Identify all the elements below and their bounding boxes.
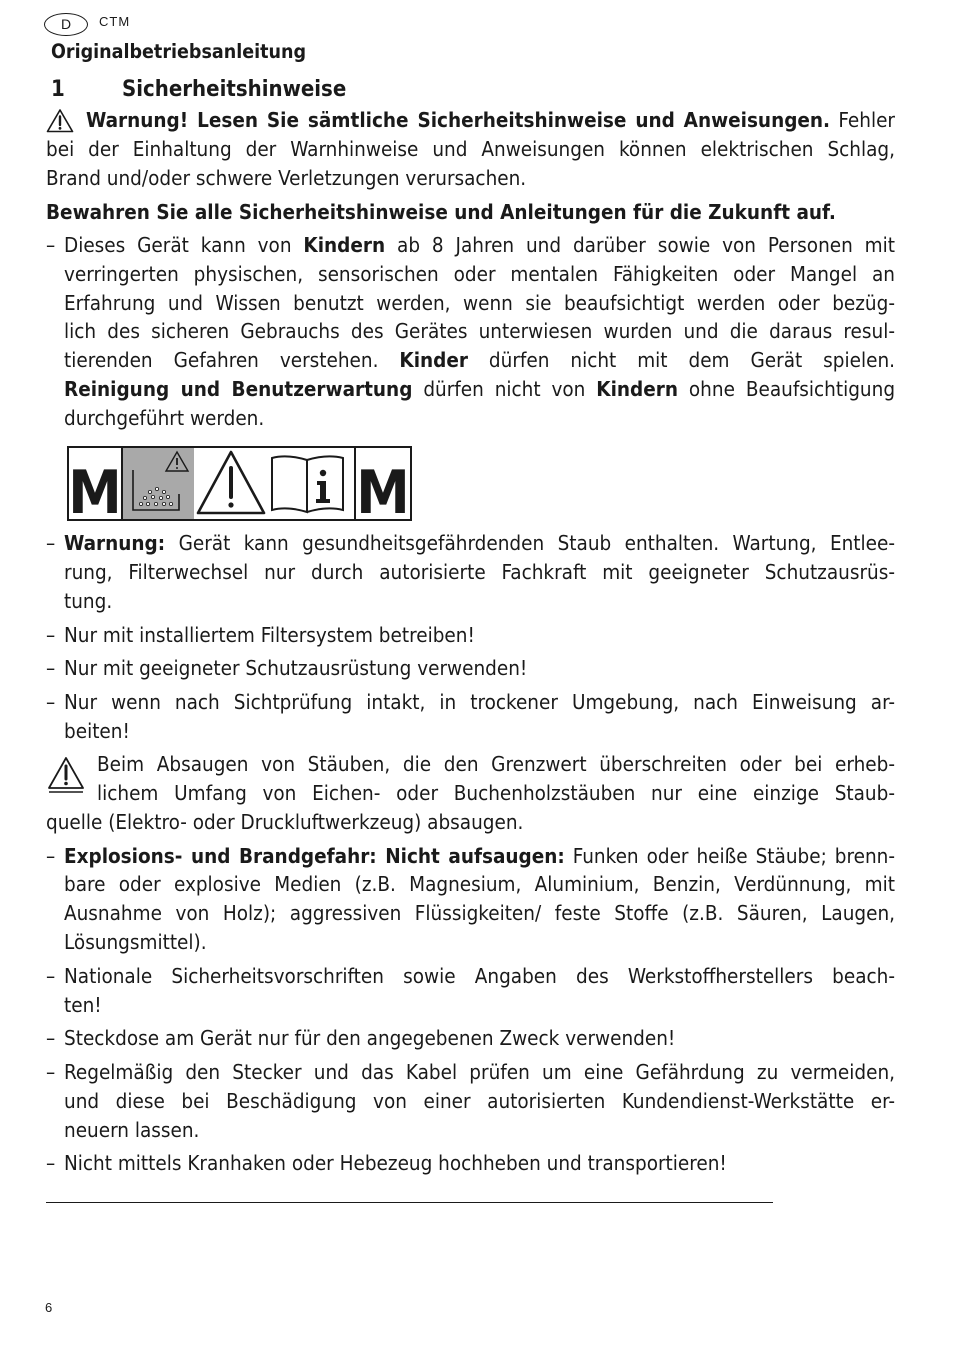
children-line-5: tierenden Gefahren verstehen. Kinder dürfen nicht mit dem Gerät spielen. bbox=[64, 348, 895, 372]
cable-check-line-3: neuern lassen. bbox=[64, 1118, 200, 1142]
warning-intro-line-2: bei der Einhaltung der Warnhinweise und Anweisungen können elektrischen Schlag, bbox=[46, 137, 895, 161]
filter-system-item: Nur mit installiertem Filtersystem betreiben! bbox=[64, 623, 475, 647]
bullet-dash: – bbox=[46, 656, 56, 680]
bullet-dash: – bbox=[46, 623, 56, 647]
section-number: 1 bbox=[51, 77, 65, 102]
dust-warning-line-1: Warnung: Gerät kann gesundheitsgefährdenden Staub enthalten. Wartung, Entlee- bbox=[64, 531, 895, 555]
children-line-7: durchgeführt werden. bbox=[64, 406, 265, 430]
page-number: 6 bbox=[45, 1300, 53, 1315]
keep-instructions-notice: Bewahren Sie alle Sicherheitshinweise und Anleitungen für die Zukunft auf. bbox=[46, 200, 836, 224]
socket-usage-item: Steckdose am Gerät nur für den angegebenen Zweck verwenden! bbox=[64, 1026, 676, 1050]
cable-check-line-1: Regelmäßig den Stecker und das Kabel prüfen um eine Gefährdung zu vermeiden, bbox=[64, 1060, 895, 1084]
svg-text:M: M bbox=[68, 458, 122, 521]
bullet-dash: – bbox=[46, 844, 56, 868]
crane-lifting-item: Nicht mittels Kranhaken oder Hebezeug hochheben und transportieren! bbox=[64, 1151, 727, 1175]
dust-class-m-icon-left bbox=[68, 458, 122, 521]
explosion-line-4: Lösungsmittel). bbox=[64, 930, 207, 954]
dust-limit-line-3: quelle (Elektro- oder Druckluftwerkzeug) absaugen. bbox=[46, 810, 524, 834]
language-badge: D bbox=[44, 13, 88, 36]
protective-equipment-item: Nur mit geeigneter Schutzausrüstung verwenden! bbox=[64, 656, 528, 680]
children-line-1: Dieses Gerät kann von Kindern ab 8 Jahren und darüber sowie von Personen mit bbox=[64, 233, 895, 257]
product-name: CTM bbox=[99, 14, 131, 29]
bullet-dash: – bbox=[46, 1060, 56, 1084]
bullet-dash: – bbox=[46, 1151, 56, 1175]
dust-warning-line-3: tung. bbox=[64, 589, 113, 613]
document-title: Originalbetriebsanleitung bbox=[51, 40, 307, 63]
explosion-line-1: Explosions- und Brandgefahr: Nicht aufsaugen: Funken oder heiße Stäube; brenn- bbox=[64, 844, 896, 868]
dust-limit-line-1: Beim Absaugen von Stäuben, die den Grenzwert überschreiten oder bei erheb- bbox=[97, 752, 895, 776]
dust-warning-line-2: rung, Filterwechsel nur durch autorisierte Fachkraft mit geeigneter Schutzausrüs- bbox=[64, 560, 895, 584]
bullet-dash: – bbox=[46, 1026, 56, 1050]
bullet-dash: – bbox=[46, 531, 56, 555]
bullet-dash: – bbox=[46, 690, 56, 714]
explosion-line-2: bare oder explosive Medien (z.B. Magnesium, Aluminium, Benzin, Verdünnung, mit bbox=[64, 872, 895, 896]
children-line-4: lich des sicheren Gebrauchs des Gerätes unterwiesen wurden und die daraus resul- bbox=[64, 319, 895, 343]
inspection-line-1: Nur wenn nach Sichtprüfung intakt, in trockener Umgebung, nach Einweisung ar- bbox=[64, 690, 895, 714]
children-line-6: Reinigung und Benutzerwartung dürfen nicht von Kindern ohne Beaufsichtigung bbox=[64, 377, 896, 401]
national-regulations-line-1: Nationale Sicherheitsvorschriften sowie Angaben des Werkstoffherstellers beach- bbox=[64, 964, 895, 988]
warning-intro-line-3: Brand und/oder schwere Verletzungen verursachen. bbox=[46, 166, 527, 190]
safety-symbol-strip bbox=[67, 446, 412, 521]
svg-text:M: M bbox=[356, 458, 410, 521]
dust-class-m-icon-right bbox=[356, 458, 410, 521]
children-line-3: Erfahrung und Wissen benutzt werden, wenn sie beaufsichtigt werden oder bezüg- bbox=[64, 291, 895, 315]
warning-intro-line-1: Warnung! Lesen Sie sämtliche Sicherheitshinweise und Anweisungen. Fehler bbox=[86, 108, 895, 132]
warning-triangle-icon bbox=[46, 755, 86, 795]
dust-hazard-icon bbox=[123, 448, 194, 519]
explosion-line-3: Ausnahme von Holz); aggressiven Flüssigkeiten/ feste Stoffe (z.B. Säuren, Laugen, bbox=[64, 901, 895, 925]
cable-check-line-2: und diese bei Beschädigung von einer autorisierten Kundendienst-Werkstätte er- bbox=[64, 1089, 895, 1113]
footer-divider bbox=[46, 1202, 773, 1203]
warning-triangle-icon bbox=[46, 108, 74, 133]
inspection-line-2: beiten! bbox=[64, 719, 130, 743]
dust-limit-line-2: lichem Umfang von Eichen- oder Buchenholzstäuben nur eine einzige Staub- bbox=[97, 781, 895, 805]
bullet-dash: – bbox=[46, 233, 56, 257]
national-regulations-line-2: ten! bbox=[64, 993, 102, 1017]
bullet-dash: – bbox=[46, 964, 56, 988]
children-line-2: verringerten physischen, sensorischen oder mentalen Fähigkeiten oder Mangel an bbox=[64, 262, 895, 286]
section-title: Sicherheitshinweise bbox=[122, 77, 347, 102]
